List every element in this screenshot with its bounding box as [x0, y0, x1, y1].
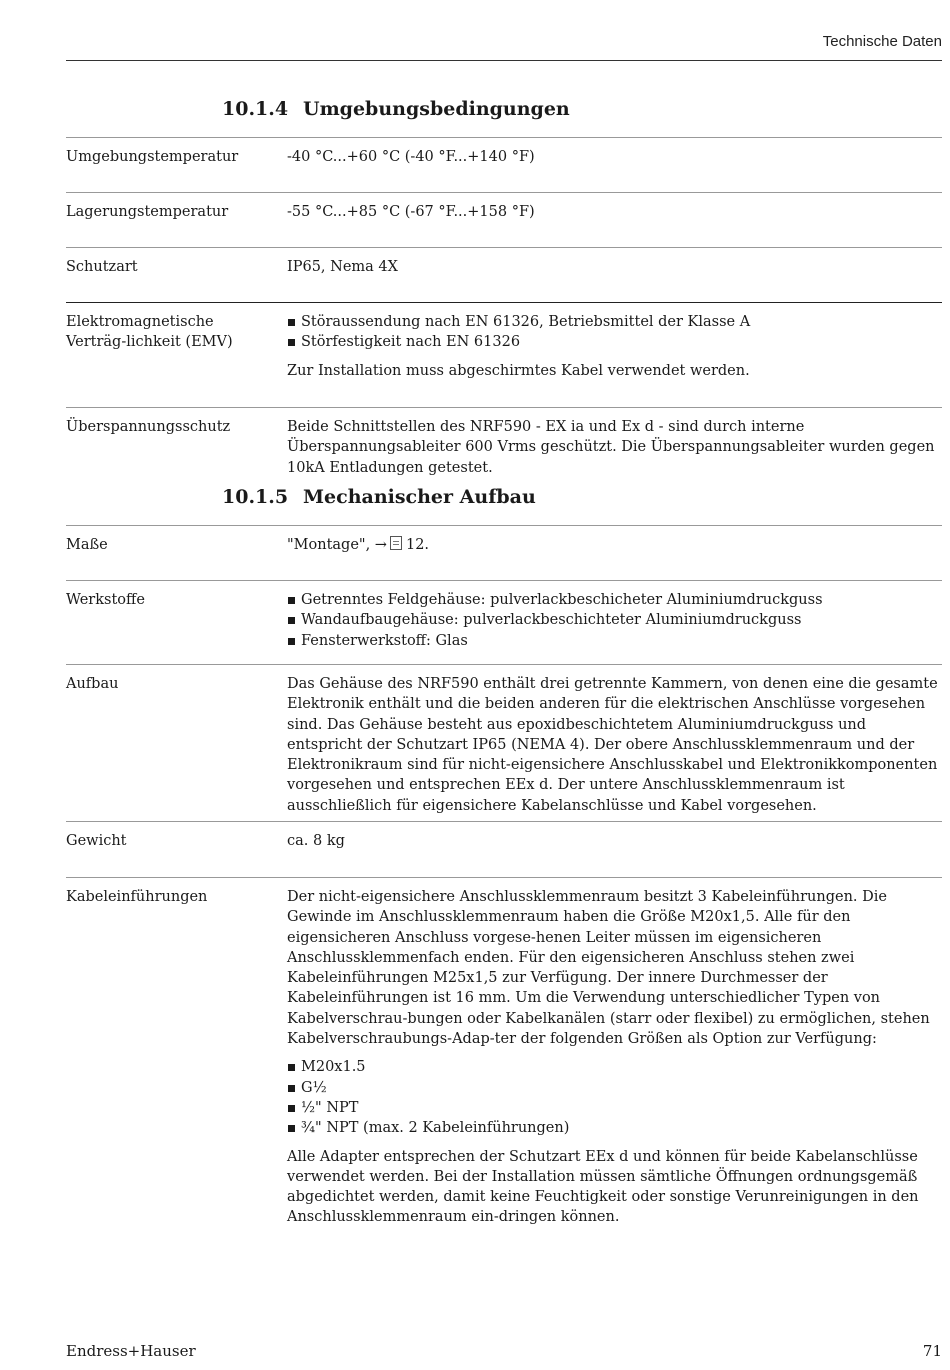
spec-row-werkstoffe: [66, 580, 942, 665]
spec-value: [287, 887, 942, 1228]
spec-label: Gewicht: [66, 833, 127, 849]
spec-label: Überspannungsschutz: [66, 419, 231, 435]
running-header: Technische Daten: [822, 33, 942, 50]
spec-label: Lagerungstemperatur: [66, 204, 229, 220]
spec-value: -40 °C...+60 °C (-40 °F...+140 °F): [287, 149, 535, 165]
spec-paragraph: Alle Adapter entsprechen der Schutzart EEx d und können für beide Kabelanschlüsse verwendet werden. Bei der Installation müssen sämtliche Öffnungen ordnungsgemäß abgedichtet werden, damit keine Feuchtigkeit oder sonstige Verunreinigungen in den Anschlussklemmenraum ein-dringen können.: [287, 1148, 919, 1226]
list-item: Getrenntes Feldgehäuse: pulverlackbeschicheter Aluminiumdruckguss: [287, 590, 942, 610]
spec-label-text: Elektromagnetische Verträg-lichkeit (EMV): [66, 314, 233, 350]
list-item: Fensterwerkstoff: Glas: [287, 631, 942, 651]
spec-row-umgebungstemperatur: [66, 137, 942, 193]
spec-value: ca. 8 kg: [287, 833, 345, 849]
page-number: 71: [922, 1342, 942, 1360]
spec-value: [287, 535, 942, 555]
spec-value: [287, 312, 942, 381]
spec-row-aufbau: [66, 664, 942, 822]
list-item: M20x1.5: [287, 1057, 942, 1077]
spec-label: Maße: [66, 537, 108, 553]
spec-row-masse: [66, 525, 942, 581]
list-item: ¾" NPT (max. 2 Kabeleinführungen): [287, 1118, 942, 1138]
list-item: G½: [287, 1078, 942, 1098]
spec-label: Aufbau: [66, 676, 119, 692]
section-heading-10-1-5: [222, 486, 536, 508]
cross-reference-text: "Montage", →: [287, 537, 387, 553]
section-number: 10.1.5: [222, 486, 289, 508]
spec-value: -55 °C...+85 °C (-67 °F...+158 °F): [287, 204, 535, 220]
spec-row-lagerungstemperatur: [66, 192, 942, 248]
spec-value: Beide Schnittstellen des NRF590 - EX ia und Ex d - sind durch interne Überspannungsableiter 600 Vrms geschützt. Die Überspannungsableiter wurden gegen 10kA Entladungen getestet.: [287, 419, 935, 476]
bullet-list: [287, 590, 942, 651]
spec-label: Kabeleinführungen: [66, 889, 208, 905]
spec-row-gewicht: [66, 821, 942, 878]
spec-row-kabeleinfuehrungen: [66, 877, 942, 1226]
spec-row-schutzart: [66, 247, 942, 303]
section-title: Umgebungsbedingungen: [303, 98, 570, 120]
spec-label: Schutzart: [66, 259, 138, 275]
spec-value: Das Gehäuse des NRF590 enthält drei getrennte Kammern, von denen eine die gesamte Elektronik enthält und die beiden anderen für die elektrischen Anschlüsse vorgesehen sind. Das Gehäuse besteht aus epoxidbeschichtetem Aluminiumdruckguss und entspricht der Schutzart IP65 (NEMA 4). Der obere Anschlussklemmenraum und der Elektronikraum sind für nicht-eigensichere Anschlusskabel und Elektronikkomponenten vorgesehen und entsprechen EEx d. Der untere Anschlussklemmenraum ist ausschließlich für eigensichere Kabelanschlüsse und Kabel vorgesehen.: [287, 676, 938, 814]
spec-label: Werkstoffe: [66, 592, 145, 608]
list-item: Störfestigkeit nach EN 61326: [287, 332, 942, 352]
list-item: Wandaufbaugehäuse: pulverlackbeschichteter Aluminiumdruckguss: [287, 610, 942, 630]
section-number: 10.1.4: [222, 98, 289, 120]
spec-value: IP65, Nema 4X: [287, 259, 398, 275]
section-heading-10-1-4: [222, 98, 570, 120]
spec-row-emv: [66, 302, 942, 408]
spec-paragraph: Der nicht-eigensichere Anschlussklemmenraum besitzt 3 Kabeleinführungen. Die Gewinde im Anschlussklemmenraum haben die Größe M20x1,5. Alle für den eigensicheren Anschluss vorgese-henen Leiter müssen im eigensicheren Anschlussklemmenfach enden. Für den eigensicheren Anschluss stehen zwei Kabeleinführungen M25x1,5 zur Verfügung. Der innere Durchmesser der Kabeleinführungen ist 16 mm. Um die Verwendung unterschiedlicher Typen von Kabelverschrau-bungen oder Kabelkanälen (starr oder flexibel) zu ermöglichen, stehen Kabelverschraubungs-Adap-ter der folgenden Größen als Option zur Verfügung:: [287, 889, 930, 1048]
header-rule: [66, 60, 942, 61]
list-item: Störaussendung nach EN 61326, Betriebsmittel der Klasse A: [287, 312, 942, 332]
section-title: Mechanischer Aufbau: [303, 486, 536, 508]
spec-value: [287, 590, 942, 651]
bullet-list: [287, 312, 942, 353]
footer-brand: Endress+Hauser: [66, 1342, 196, 1360]
spec-label: [66, 312, 271, 352]
spec-label: Umgebungstemperatur: [66, 149, 239, 165]
bullet-list: [287, 1057, 942, 1138]
page-reference-icon: [390, 536, 402, 550]
page-reference-number: 12.: [405, 537, 430, 553]
list-item: ½" NPT: [287, 1098, 942, 1118]
spec-row-ueberspannungsschutz: [66, 407, 942, 478]
spec-note: Zur Installation muss abgeschirmtes Kabel verwendet werden.: [287, 362, 750, 379]
